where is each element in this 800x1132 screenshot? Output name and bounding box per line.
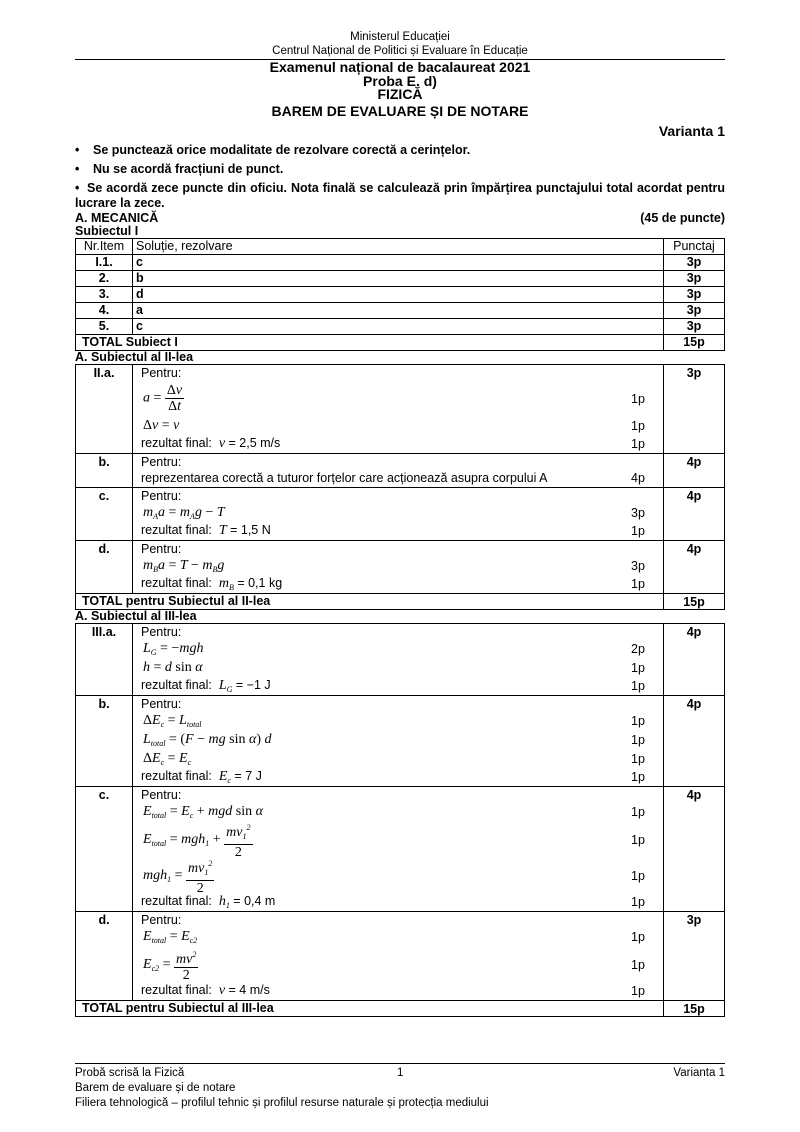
instruction-item: • Nu se acordă fracțiuni de punct. (75, 161, 284, 176)
formula: a = $\frac{\Delta v}{\Delta t}$ (143, 383, 183, 414)
formula: $\Delta E_c = E_c$ (143, 751, 192, 767)
item-number: d. (76, 911, 133, 1000)
subiect2-title: A. Subiectul al II-lea (75, 349, 194, 364)
formula-line (141, 947, 659, 983)
item-answer: d (133, 286, 664, 302)
result-line: rezultat final: $m_B = 0,1$ kg 1p (141, 576, 659, 593)
item-solution (133, 487, 664, 540)
result-line: rezultat final: v = 2,5 m/s 1p (141, 436, 659, 453)
formula: $E_{total} = E_{c2}$ (143, 929, 198, 945)
line-points: 1p (631, 733, 645, 747)
result-label: rezultat final: (141, 576, 212, 590)
table-row (76, 540, 725, 593)
formula-line (141, 731, 659, 750)
page-footer (75, 1066, 725, 1111)
formula-line (141, 557, 659, 576)
table-row (76, 911, 725, 1000)
header-solution: Soluție, rezolvare (133, 238, 664, 254)
line-points: 1p (631, 805, 645, 819)
line-points: 1p (631, 437, 645, 451)
bullet-icon: • (75, 180, 80, 195)
total-label: TOTAL pentru Subiectul al II-lea (76, 593, 664, 609)
lead-text: Pentru: (141, 489, 182, 503)
formula: $m_Ba = T - m_Bg$ (143, 558, 225, 574)
item-solution (133, 695, 664, 786)
instruction-item: • Se punctează orice modalitate de rezolvare corectă a cerințelor. (75, 142, 471, 157)
item-number: b. (76, 695, 133, 786)
formula: $E_{total} = mgh_1$ + $\frac{mv_1^2}{2}$ (143, 820, 253, 860)
item-number: b. (76, 453, 133, 487)
formula: $\Delta E_c = L_{total}$ (143, 713, 202, 729)
item-solution (133, 786, 664, 911)
item-solution (133, 540, 664, 593)
item-score: 3p (664, 254, 725, 270)
bullet-icon: • (75, 142, 80, 157)
item-solution (133, 453, 664, 487)
item-score: 4p (664, 487, 725, 540)
solution-text: reprezentarea corectă a tuturor forțelor care acționează asupra corpului A (141, 471, 548, 485)
item-score: 3p (664, 364, 725, 453)
item-score: 4p (664, 453, 725, 487)
item-score: 4p (664, 623, 725, 695)
formula-line (141, 417, 659, 436)
formula-line (141, 712, 659, 731)
total-label: TOTAL Subiect I (76, 334, 664, 350)
formula: $L_{total} = (F$ − mg sin α) d (143, 732, 272, 748)
item-answer: c (133, 254, 664, 270)
item-solution (133, 364, 664, 453)
total-label: TOTAL pentru Subiectul al III-lea (76, 1000, 664, 1016)
item-solution (133, 911, 664, 1000)
formula-line (141, 381, 659, 417)
formula-line (141, 659, 659, 678)
section-title: A. MECANICĂ (75, 210, 159, 225)
line-points: 1p (631, 391, 645, 406)
formula-line (141, 640, 659, 659)
item-score: 4p (664, 786, 725, 911)
item-number: 3. (76, 286, 133, 302)
lead-text: Pentru: (141, 366, 182, 380)
result-label: rezultat final: (141, 523, 212, 537)
lead-text: Pentru: (141, 625, 182, 639)
line-points: 1p (631, 957, 645, 972)
item-number: II.a. (76, 364, 133, 453)
total-score: 15p (664, 593, 725, 609)
total-score: 15p (664, 334, 725, 350)
item-number: 5. (76, 318, 133, 334)
line-points: 1p (631, 577, 645, 591)
formula-line (141, 928, 659, 947)
footer-doc-type: Barem de evaluare și de notare (75, 1082, 236, 1094)
item-score: 3p (664, 318, 725, 334)
lead-text: Pentru: (141, 788, 182, 802)
result-label: rezultat final: (141, 983, 212, 997)
line-points: 1p (631, 524, 645, 538)
formula-line (141, 750, 659, 769)
footer-divider (75, 1063, 725, 1064)
table-row (76, 318, 725, 334)
exam-title: Examenul național de bacalaureat 2021 (269, 59, 531, 75)
item-number: I.1. (76, 254, 133, 270)
result-line: rezultat final: $L_G = -1$ J 1p (141, 678, 659, 695)
line-points: 4p (631, 471, 645, 485)
table-row (76, 695, 725, 786)
formula: $m_Aa = m_Ag - T$ (143, 505, 225, 521)
result-label: rezultat final: (141, 894, 212, 908)
line-points: 1p (631, 832, 645, 847)
table-header-row (76, 238, 725, 254)
lead-text: Pentru: (141, 913, 182, 927)
table-row (76, 487, 725, 540)
header-item: Nr.Item (76, 238, 133, 254)
item-score: 3p (664, 302, 725, 318)
table-row (76, 254, 725, 270)
formula-line (141, 858, 659, 894)
exam-proba: Proba E. d) (363, 72, 437, 89)
item-score: 3p (664, 270, 725, 286)
exam-subject: FIZICĂ (377, 86, 423, 102)
table-row (76, 302, 725, 318)
header-score: Punctaj (664, 238, 725, 254)
text-line (141, 470, 659, 487)
line-points: 1p (631, 714, 645, 728)
subiect3-title: A. Subiectul al III-lea (75, 608, 197, 623)
line-points: 2p (631, 642, 645, 656)
center-name: Centrul Național de Politici și Evaluare în Educație (272, 45, 528, 57)
item-answer: b (133, 270, 664, 286)
subiect2-table (75, 364, 725, 610)
item-number: c. (76, 786, 133, 911)
item-score: 3p (664, 286, 725, 302)
result-line: rezultat final: $E_c = 7$ J 1p (141, 769, 659, 786)
item-number: 4. (76, 302, 133, 318)
footer-variant: Varianta 1 (673, 1067, 725, 1079)
variant-label: Varianta 1 (658, 122, 725, 139)
result-line: rezultat final: $h_1 = 0,4$ m 1p (141, 894, 659, 911)
lead-text: Pentru: (141, 542, 182, 556)
table-row (76, 623, 725, 695)
footer-track: Filiera tehnologică – profilul tehnic și profilul resurse naturale și protecția mediului (75, 1097, 489, 1109)
formula: $L_G = -mgh$ (143, 641, 204, 657)
section-points: (45 de puncte) (640, 210, 725, 225)
lead-text: Pentru: (141, 455, 182, 469)
table-row (76, 364, 725, 453)
page-number: 1 (397, 1067, 404, 1079)
subiect3-table (75, 623, 725, 1017)
line-points: 1p (631, 770, 645, 784)
line-points: 1p (631, 661, 645, 675)
lead-text: Pentru: (141, 697, 182, 711)
line-points: 1p (631, 930, 645, 944)
document-title: BAREM DE EVALUARE ȘI DE NOTARE (271, 102, 529, 119)
item-score: 4p (664, 540, 725, 593)
formula: mgh$_1$ = $\frac{mv_1^2}{2}$ (143, 856, 214, 896)
line-points: 1p (631, 679, 645, 693)
total-row (76, 334, 725, 350)
item-number: d. (76, 540, 133, 593)
line-points: 1p (631, 895, 645, 909)
line-points: 1p (631, 984, 645, 998)
instructions-list (75, 143, 725, 211)
result-label: rezultat final: (141, 678, 212, 692)
formula: h = d sin α (143, 660, 203, 675)
table-row (76, 286, 725, 302)
item-score: 4p (664, 695, 725, 786)
formula-line (141, 504, 659, 523)
line-points: 1p (631, 868, 645, 883)
table-row (76, 453, 725, 487)
item-answer: c (133, 318, 664, 334)
line-points: 1p (631, 419, 645, 433)
item-solution (133, 623, 664, 695)
subiect1-title: Subiectul I (75, 223, 139, 238)
footer-exam-name: Probă scrisă la Fizică (75, 1067, 185, 1079)
formula: Δv = v (143, 418, 180, 433)
formula: $E_{c2}$ = $\frac{mv^2}{2}$ (143, 947, 198, 983)
ministry-name: Ministerul Educației (350, 31, 450, 43)
item-score: 3p (664, 911, 725, 1000)
document-page (75, 30, 725, 1017)
line-points: 3p (631, 506, 645, 520)
instruction-item: • Se acordă zece puncte din oficiu. Nota finală se calculează prin împărțirea punctajului total acordat pentru lucrare la zece. (75, 180, 725, 210)
section-heading (75, 211, 725, 225)
total-score: 15p (664, 1000, 725, 1016)
item-number: III.a. (76, 623, 133, 695)
line-points: 3p (631, 559, 645, 573)
formula: $E_{total} = E_c$ + mgd sin α (143, 804, 263, 820)
line-points: 1p (631, 752, 645, 766)
bullet-icon: • (75, 161, 80, 176)
item-answer: a (133, 302, 664, 318)
result-label: rezultat final: (141, 769, 212, 783)
result-label: rezultat final: (141, 436, 212, 450)
item-number: c. (76, 487, 133, 540)
result-line: rezultat final: v = 4 m/s 1p (141, 983, 659, 1000)
formula-line (141, 822, 659, 858)
table-row (76, 270, 725, 286)
item-number: 2. (76, 270, 133, 286)
total-row (76, 1000, 725, 1016)
result-line: rezultat final: T = 1,5 N 1p (141, 523, 659, 540)
total-row (76, 593, 725, 609)
subiect1-table (75, 238, 725, 351)
table-row (76, 786, 725, 911)
